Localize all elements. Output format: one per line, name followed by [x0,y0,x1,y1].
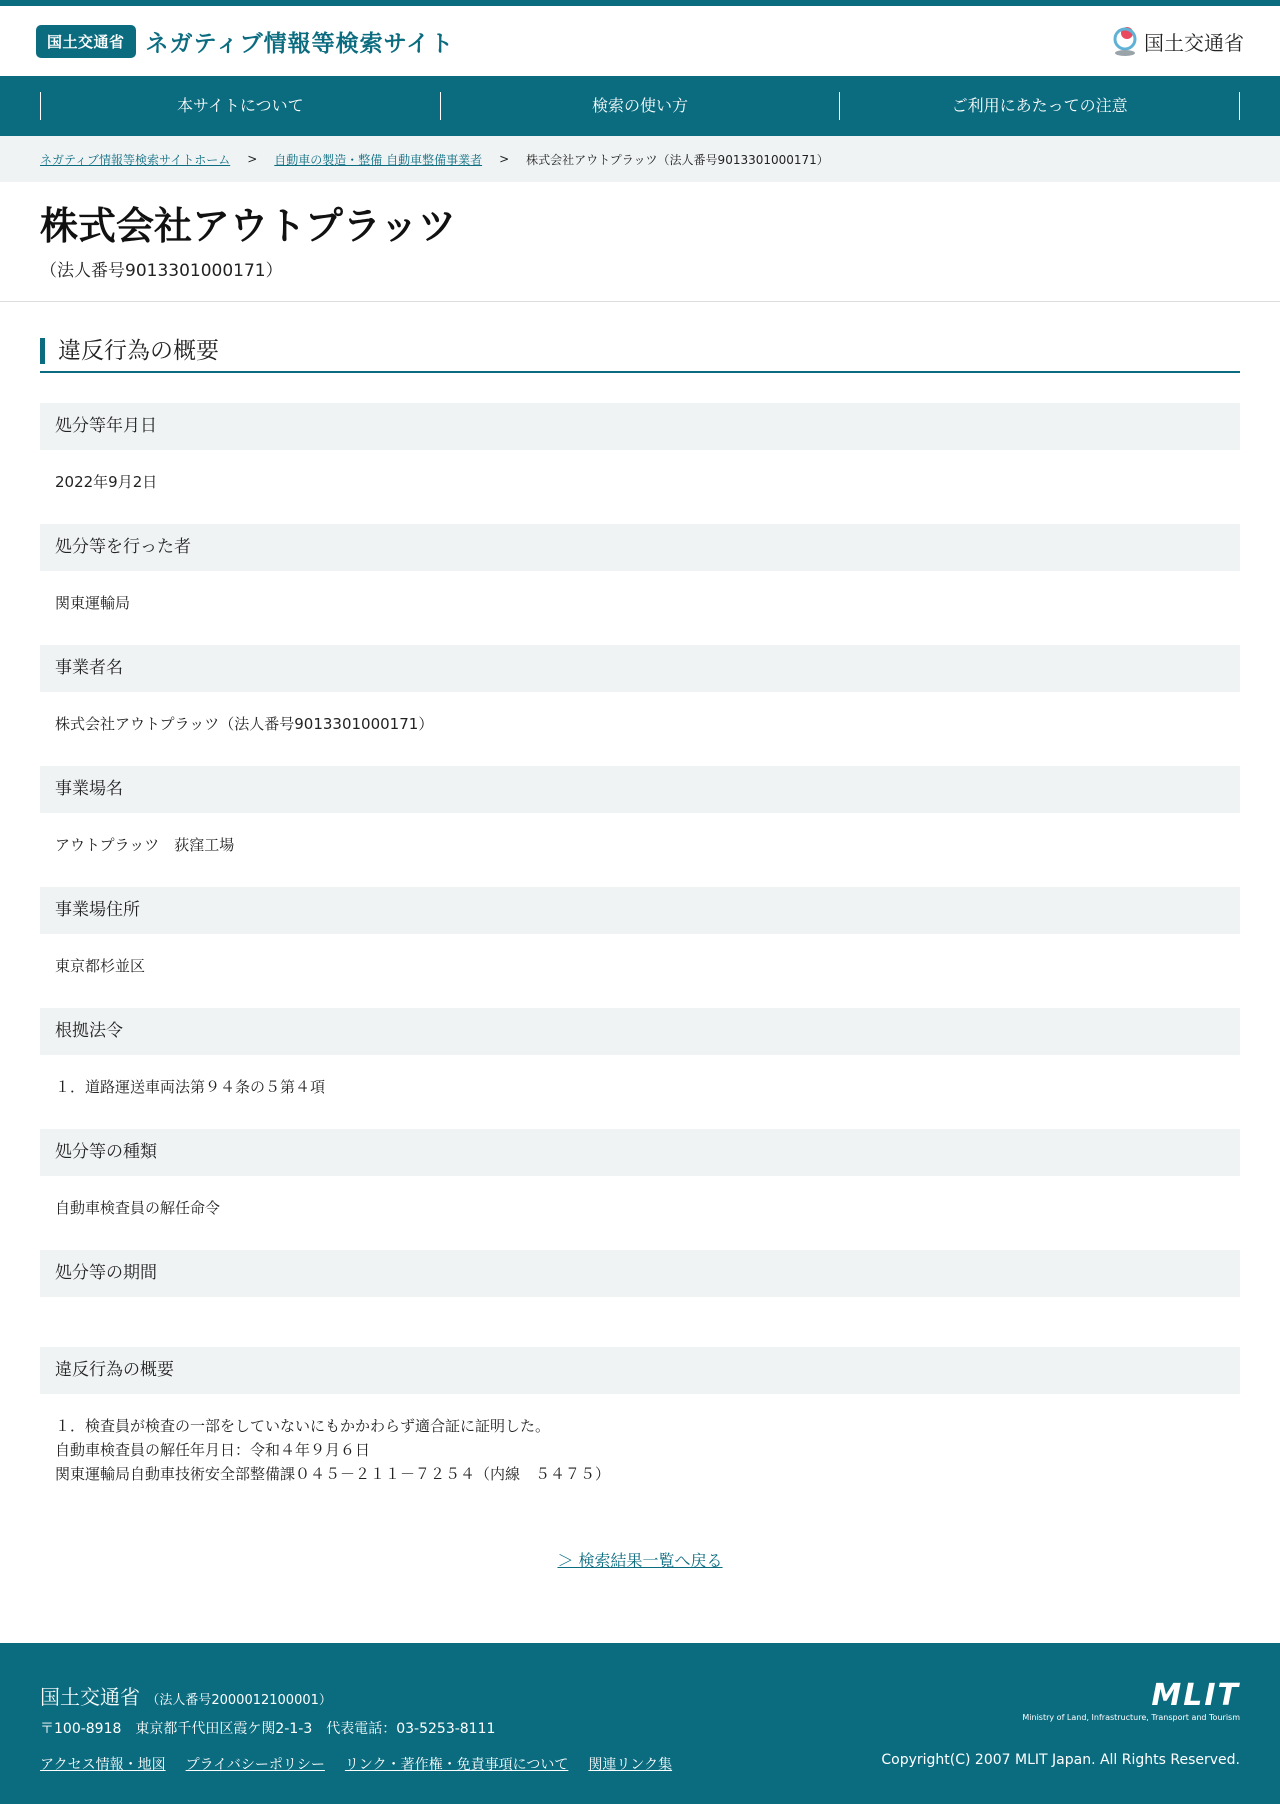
site-title: ネガティブ情報等検索サイト [145,30,455,57]
footer-mlit-tagline: Ministry of Land, Infrastructure, Transport and Tourism [1022,1713,1240,1722]
item-label: 処分等を行った者 [40,524,1240,571]
item-value: 株式会社アウトプラッツ（法人番号9013301000171） [55,714,434,733]
section-title: 違反行為の概要 [40,338,1240,364]
detail-item [40,1250,1240,1347]
detail-item [40,1129,1240,1250]
mlit-logo-text: 国土交通省 [1144,30,1244,55]
breadcrumb-separator: > [499,152,510,166]
ministry-badge: 国土交通省 [36,25,136,58]
global-nav [0,76,1280,136]
item-label: 処分等の期間 [40,1250,1240,1297]
item-value: アウトプラッツ 荻窪工場 [55,835,235,854]
footer-left [40,1681,672,1774]
item-label: 根拠法令 [40,1008,1240,1055]
item-label: 事業場名 [40,766,1240,813]
back-to-results-link[interactable]: ＞ 検索結果一覧へ戻る [557,1550,723,1570]
footer-org-number: （法人番号2000012100001） [146,1693,332,1708]
detail-item [40,766,1240,887]
footer-link-related[interactable]: 関連リンク集 [588,1757,673,1773]
footer-right [881,1678,1240,1774]
footer-link-copyright[interactable]: リンク・著作権・免責事項について [344,1757,569,1773]
page-title: 株式会社アウトプラッツ [40,204,457,248]
summary-line: １．検査員が検査の一部をしていないにもかかわらず適合証に証明した。 [55,1416,551,1435]
section-heading [40,338,1240,373]
item-label: 違反行為の概要 [40,1347,1240,1394]
detail-item [40,524,1240,645]
footer-mlit-logo: MLIT [1151,1678,1240,1713]
nav-item-how-to-search[interactable]: 検索の使い方 [440,92,840,120]
item-value-multiline [40,1394,1240,1512]
detail-item [40,1347,1240,1512]
detail-item [40,887,1240,1008]
footer-link-access[interactable]: アクセス情報・地図 [40,1757,166,1773]
footer-address: 〒100-8918 東京都千代田区霞ケ関2-1-3 代表電話：03-5253-8111 [40,1721,496,1737]
item-value: 自動車検査員の解任命令 [55,1198,221,1217]
mlit-logo[interactable] [1112,25,1244,57]
nav-item-notes[interactable]: ご利用にあたっての注意 [839,92,1240,120]
breadcrumb-category-link[interactable]: 自動車の製造・整備 自動車整備事業者 [274,152,483,167]
page-subtitle: （法人番号9013301000171） [40,260,283,281]
page-header [0,182,1280,302]
item-value: １．道路運送車両法第９４条の５第４項 [55,1077,326,1096]
item-label: 処分等の種類 [40,1129,1240,1176]
item-value: 2022年9月2日 [55,472,158,491]
item-label: 事業者名 [40,645,1240,692]
site-footer [0,1643,1280,1804]
summary-line: 自動車検査員の解任年月日：令和４年９月６日 [55,1440,371,1459]
footer-copyright: Copyright(C) 2007 MLIT Japan. All Rights Reserved. [881,1752,1240,1768]
footer-content [40,1678,1240,1774]
nav-item-about[interactable]: 本サイトについて [40,92,440,120]
main-content [0,302,1280,1571]
breadcrumb [0,136,1280,182]
detail-item [40,403,1240,524]
item-label: 処分等年月日 [40,403,1240,450]
breadcrumb-separator: > [247,152,258,166]
summary-line: 関東運輸局自動車技術安全部整備課０４５－２１１－７２５４（内線 ５４７５） [55,1464,611,1483]
item-value: 東京都杉並区 [55,956,146,975]
site-header [0,6,1280,76]
footer-links [40,1754,672,1774]
mlit-emblem-icon [1112,25,1138,57]
footer-link-privacy[interactable]: プライバシーポリシー [185,1757,325,1773]
back-link-wrap [40,1548,1240,1571]
site-brand[interactable] [36,25,454,58]
footer-org-name: 国土交通省 [40,1685,140,1709]
breadcrumb-current: 株式会社アウトプラッツ（法人番号9013301000171） [526,152,829,167]
item-value [40,1297,1240,1347]
item-label: 事業場住所 [40,887,1240,934]
breadcrumb-home-link[interactable]: ネガティブ情報等検索サイトホーム [40,152,231,167]
detail-item [40,645,1240,766]
footer-org [40,1681,672,1710]
detail-item [40,1008,1240,1129]
item-value: 関東運輸局 [55,593,131,612]
